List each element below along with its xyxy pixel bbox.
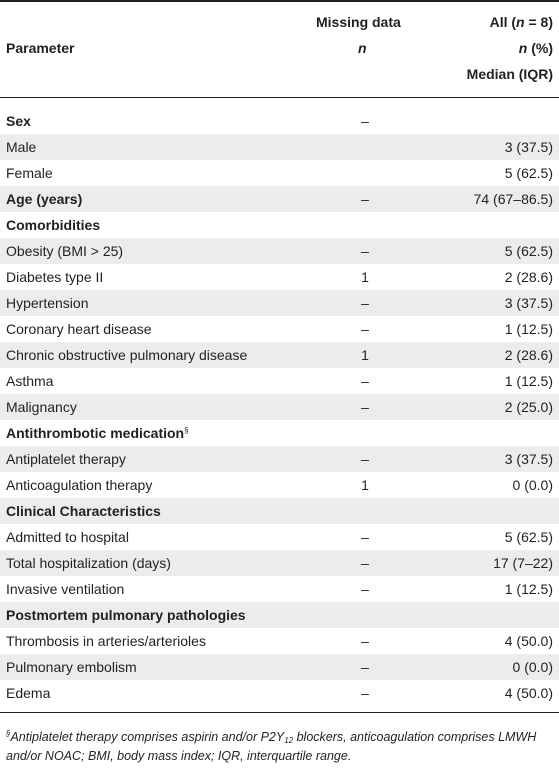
row-missing: – xyxy=(361,399,369,415)
row-missing: 1 xyxy=(361,269,369,285)
row-value: 3 (37.5) xyxy=(504,451,553,467)
row-value: 1 (12.5) xyxy=(504,321,553,337)
row-label: Sex xyxy=(6,113,31,129)
row-label: Female xyxy=(6,165,53,181)
row-label: Malignancy xyxy=(6,399,77,415)
row-label: Coronary heart disease xyxy=(6,321,152,337)
row-missing: – xyxy=(361,321,369,337)
row-label: Invasive ventilation xyxy=(6,581,125,597)
row-value: 1 (12.5) xyxy=(504,581,553,597)
bottom-rule xyxy=(0,712,559,713)
row-label: Obesity (BMI > 25) xyxy=(6,243,124,259)
header-n-percent: n (%) xyxy=(518,40,553,56)
table-row xyxy=(0,342,559,368)
row-label: Pulmonary embolism xyxy=(6,659,137,675)
row-label: Postmortem pulmonary pathologies xyxy=(6,607,246,623)
table-row xyxy=(0,368,559,394)
row-label: Hypertension xyxy=(6,295,89,311)
row-label: Edema xyxy=(6,685,51,701)
header-missing-n: n xyxy=(358,40,367,56)
table-row xyxy=(0,628,559,654)
table-row xyxy=(0,264,559,290)
table-row xyxy=(0,394,559,420)
table-row xyxy=(0,576,559,602)
table-row xyxy=(0,160,559,186)
row-missing: – xyxy=(361,529,369,545)
row-missing: – xyxy=(361,633,369,649)
table-row xyxy=(0,654,559,680)
row-missing: – xyxy=(361,295,369,311)
row-label: Thrombosis in arteries/arterioles xyxy=(6,633,206,649)
row-missing: – xyxy=(361,451,369,467)
row-label: Age (years) xyxy=(6,191,83,207)
row-missing: – xyxy=(361,659,369,675)
row-value: 5 (62.5) xyxy=(504,529,553,545)
table-row xyxy=(0,524,559,550)
row-value: 0 (0.0) xyxy=(512,659,553,675)
row-value: 3 (37.5) xyxy=(504,139,553,155)
row-missing: – xyxy=(361,555,369,571)
row-value: 5 (62.5) xyxy=(504,165,553,181)
row-label: Chronic obstructive pulmonary disease xyxy=(6,347,248,363)
row-missing: – xyxy=(361,243,369,259)
table-row xyxy=(0,290,559,316)
table-row xyxy=(0,446,559,472)
row-label: Comorbidities xyxy=(6,217,101,233)
row-value: 0 (0.0) xyxy=(512,477,553,493)
top-rule xyxy=(0,0,559,2)
row-label: Asthma xyxy=(6,373,54,389)
row-value: 74 (67–86.5) xyxy=(473,191,553,207)
table-row xyxy=(0,420,559,446)
table-row xyxy=(0,472,559,498)
table-row xyxy=(0,680,559,706)
row-label: Diabetes type II xyxy=(6,269,104,285)
table-row xyxy=(0,108,559,134)
row-value: 1 (12.5) xyxy=(504,373,553,389)
row-label: Antithrombotic medication§ xyxy=(6,425,189,441)
row-label: Admitted to hospital xyxy=(6,529,129,545)
table-row xyxy=(0,134,559,160)
row-value: 2 (28.6) xyxy=(504,347,553,363)
row-missing: 1 xyxy=(361,347,369,363)
row-missing: – xyxy=(361,581,369,597)
row-value: 3 (37.5) xyxy=(504,295,553,311)
row-value: 2 (28.6) xyxy=(504,269,553,285)
row-label: Clinical Characteristics xyxy=(6,503,161,519)
header-all: All (n = 8) xyxy=(489,14,553,30)
row-missing: 1 xyxy=(361,477,369,493)
header-missing-data: Missing data xyxy=(316,14,401,30)
table-row xyxy=(0,316,559,342)
row-missing: – xyxy=(361,113,369,129)
table-footnote: §Antiplatelet therapy comprises aspirin and/or $P2Y_{12}$ blockers, anticoagulation comprises LMWH and/or NOAC; BMI, body mass index; IQR, interquartile range. xyxy=(6,729,537,763)
row-label: Total hospitalization (days) xyxy=(6,555,171,571)
header-parameter: Parameter xyxy=(6,40,75,56)
row-missing: – xyxy=(361,191,369,207)
row-missing: – xyxy=(361,373,369,389)
row-value: 17 (7–22) xyxy=(493,555,553,571)
row-value: 4 (50.0) xyxy=(504,685,553,701)
row-value: 4 (50.0) xyxy=(504,633,553,649)
row-value: 5 (62.5) xyxy=(504,243,553,259)
table-row xyxy=(0,602,559,628)
header-median-iqr: Median (IQR) xyxy=(466,66,553,82)
row-value: 2 (25.0) xyxy=(504,399,553,415)
table-row xyxy=(0,238,559,264)
table-row xyxy=(0,498,559,524)
footnote-mark: § xyxy=(184,426,189,435)
row-missing: – xyxy=(361,685,369,701)
row-label: Anticoagulation therapy xyxy=(6,477,153,493)
table-row xyxy=(0,212,559,238)
row-label: Male xyxy=(6,139,37,155)
row-label: Antiplatelet therapy xyxy=(6,451,126,467)
table-row xyxy=(0,186,559,212)
header-rule xyxy=(0,97,559,98)
table-row xyxy=(0,550,559,576)
